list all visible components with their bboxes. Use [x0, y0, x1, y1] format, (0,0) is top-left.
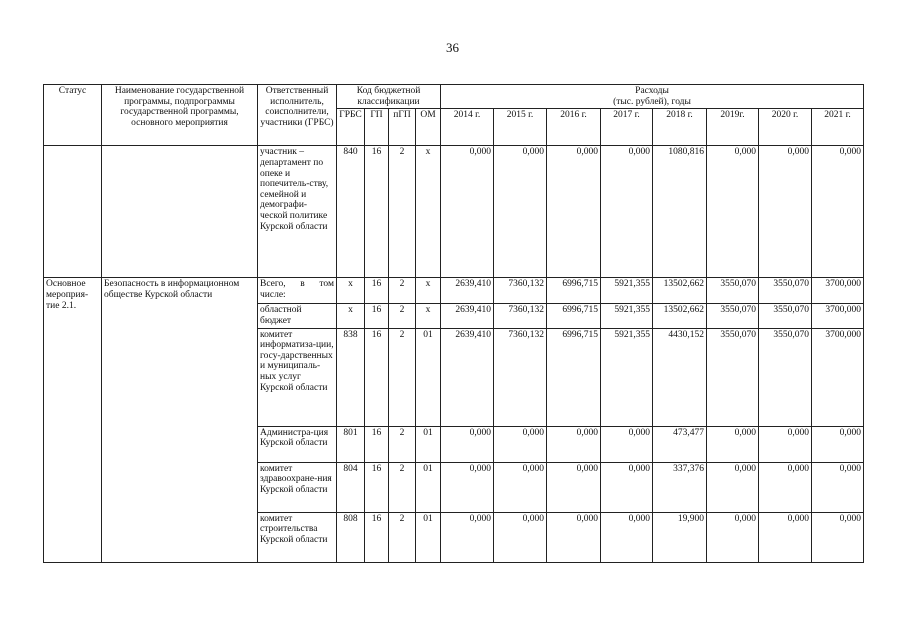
header-code-om: ОМ: [416, 109, 441, 146]
value-cell: 3550,070: [707, 328, 759, 426]
value-cell: 4430,152: [653, 328, 707, 426]
value-cell: 2639,410: [441, 328, 494, 426]
code-cell: 2: [389, 146, 416, 278]
value-cell: 0,000: [707, 426, 759, 462]
value-cell: 0,000: [759, 426, 812, 462]
code-cell: 01: [416, 462, 441, 512]
value-cell: 3550,070: [759, 304, 812, 328]
code-cell: 840: [337, 146, 365, 278]
value-cell: 337,376: [653, 462, 707, 512]
code-cell: 16: [365, 278, 389, 304]
value-cell: 0,000: [759, 146, 812, 278]
code-cell: 2: [389, 462, 416, 512]
value-cell: 0,000: [441, 426, 494, 462]
code-cell: х: [416, 304, 441, 328]
header-year: 2017 г.: [601, 109, 653, 146]
header-year: 2018 г.: [653, 109, 707, 146]
value-cell: 3550,070: [759, 278, 812, 304]
responsible-cell: комитет строительства Курской области: [258, 512, 337, 562]
value-cell: 3550,070: [707, 278, 759, 304]
responsible-cell: комитет информатиза-ции, госу-дарственных и муниципаль-ных услуг Курской области: [258, 328, 337, 426]
header-year: 2015 г.: [494, 109, 547, 146]
value-cell: 0,000: [812, 426, 864, 462]
code-cell: 808: [337, 512, 365, 562]
code-cell: 16: [365, 304, 389, 328]
header-code-pgp: пГП: [389, 109, 416, 146]
header-year: 2020 г.: [759, 109, 812, 146]
header-expenses-unit: (тыс. рублей), годы: [613, 96, 691, 107]
value-cell: 5921,355: [601, 328, 653, 426]
header-year: 2014 г.: [441, 109, 494, 146]
responsible-cell: Всего, в том числе:: [258, 278, 337, 304]
value-cell: 0,000: [601, 146, 653, 278]
status-cell: [44, 146, 102, 278]
value-cell: 13502,662: [653, 278, 707, 304]
header-status: Статус: [44, 85, 102, 146]
code-cell: 804: [337, 462, 365, 512]
value-cell: 0,000: [812, 462, 864, 512]
name-cell: [102, 146, 258, 278]
value-cell: 0,000: [601, 462, 653, 512]
code-cell: 16: [365, 462, 389, 512]
code-cell: 16: [365, 328, 389, 426]
value-cell: 5921,355: [601, 278, 653, 304]
value-cell: 0,000: [759, 512, 812, 562]
header-responsible: Ответственный исполнитель, соисполнители, участники (ГРБС): [258, 85, 337, 146]
value-cell: 6996,715: [547, 328, 601, 426]
code-cell: 16: [365, 426, 389, 462]
value-cell: 7360,132: [494, 328, 547, 426]
value-cell: 7360,132: [494, 278, 547, 304]
code-cell: 2: [389, 278, 416, 304]
value-cell: 3700,000: [812, 328, 864, 426]
code-cell: 2: [389, 426, 416, 462]
value-cell: 7360,132: [494, 304, 547, 328]
value-cell: 0,000: [812, 512, 864, 562]
code-cell: 16: [365, 512, 389, 562]
value-cell: 0,000: [707, 462, 759, 512]
value-cell: 0,000: [441, 512, 494, 562]
table-row: [44, 146, 864, 278]
code-cell: 01: [416, 512, 441, 562]
table-row: [44, 278, 864, 304]
value-cell: 0,000: [547, 462, 601, 512]
responsible-cell: областной бюджет: [258, 304, 337, 328]
code-cell: 801: [337, 426, 365, 462]
responsible-cell: участник – департамент по опеке и попечитель-ству, семейной и демографи-ческой политике Курской области: [258, 146, 337, 278]
value-cell: 3700,000: [812, 304, 864, 328]
responsible-cell: комитет здравоохране-ния Курской области: [258, 462, 337, 512]
header-code-gp: ГП: [365, 109, 389, 146]
budget-table: [43, 84, 864, 563]
code-cell: 2: [389, 328, 416, 426]
header-expenses-title: Расходы: [635, 86, 669, 96]
value-cell: 0,000: [707, 512, 759, 562]
value-cell: 0,000: [601, 426, 653, 462]
value-cell: 13502,662: [653, 304, 707, 328]
code-cell: 16: [365, 146, 389, 278]
name-cell: Безопасность в информационном обществе Курской области: [102, 278, 258, 562]
header-expenses: [441, 85, 864, 109]
value-cell: 2639,410: [441, 304, 494, 328]
value-cell: 3550,070: [707, 304, 759, 328]
header-name: Наименование государственной программы, подпрограммы государственной программы, основного мероприятия: [102, 85, 258, 146]
value-cell: 19,900: [653, 512, 707, 562]
code-cell: 01: [416, 426, 441, 462]
value-cell: 0,000: [441, 462, 494, 512]
value-cell: 0,000: [494, 462, 547, 512]
header-budget-code: Код бюджетной классификации: [337, 85, 441, 109]
value-cell: 0,000: [494, 512, 547, 562]
code-cell: х: [416, 278, 441, 304]
header-year: 2019г.: [707, 109, 759, 146]
code-cell: 2: [389, 304, 416, 328]
value-cell: 0,000: [494, 146, 547, 278]
value-cell: 2639,410: [441, 278, 494, 304]
value-cell: 0,000: [707, 146, 759, 278]
code-cell: 01: [416, 328, 441, 426]
value-cell: 3700,000: [812, 278, 864, 304]
value-cell: 0,000: [547, 426, 601, 462]
page-number: 36: [446, 40, 459, 55]
responsible-cell: Администра-ция Курской области: [258, 426, 337, 462]
header-code-grbs: ГРБС: [337, 109, 365, 146]
value-cell: 0,000: [601, 512, 653, 562]
value-cell: 0,000: [547, 512, 601, 562]
code-cell: 838: [337, 328, 365, 426]
value-cell: 3550,070: [759, 328, 812, 426]
value-cell: 1080,816: [653, 146, 707, 278]
header-year: 2021 г.: [812, 109, 864, 146]
value-cell: 0,000: [547, 146, 601, 278]
value-cell: 6996,715: [547, 304, 601, 328]
value-cell: 0,000: [441, 146, 494, 278]
header-year: 2016 г.: [547, 109, 601, 146]
code-cell: х: [416, 146, 441, 278]
code-cell: х: [337, 278, 365, 304]
value-cell: 0,000: [494, 426, 547, 462]
value-cell: 5921,355: [601, 304, 653, 328]
status-cell: Основное мероприя-тие 2.1.: [44, 278, 102, 562]
value-cell: 0,000: [759, 462, 812, 512]
code-cell: х: [337, 304, 365, 328]
value-cell: 6996,715: [547, 278, 601, 304]
value-cell: 473,477: [653, 426, 707, 462]
code-cell: 2: [389, 512, 416, 562]
value-cell: 0,000: [812, 146, 864, 278]
